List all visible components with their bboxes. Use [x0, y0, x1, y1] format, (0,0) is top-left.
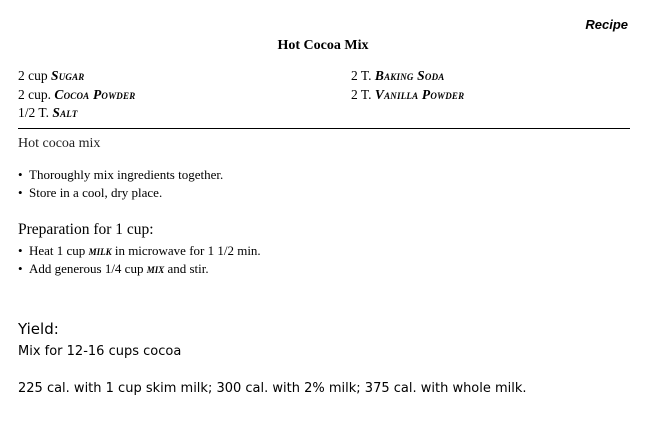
yield-text: Mix for 12-16 cups cocoa — [18, 344, 182, 359]
ingredient-name: Cocoa Powder — [54, 87, 136, 102]
ingredient-name: Salt — [52, 105, 78, 120]
recipe-description: Hot cocoa mix — [18, 136, 101, 151]
category-label: Recipe — [585, 17, 628, 32]
list-item: • Store in a cool, dry place. — [18, 185, 163, 200]
bullet-icon: • — [18, 185, 23, 200]
ingredient-name: Baking Soda — [374, 68, 445, 83]
ingredient-qty: 1/2 T. — [18, 105, 50, 120]
preparation-heading: Preparation for 1 cup: — [18, 221, 154, 238]
ingredient-name: Sugar — [51, 68, 85, 83]
mix-steps-list — [18, 166, 223, 202]
preparation-steps-list — [18, 242, 261, 278]
bullet-icon: • — [18, 261, 23, 276]
bullet-icon: • — [18, 167, 23, 182]
list-item: • Heat 1 cup milk in microwave for 1 1/2 min. — [18, 243, 261, 258]
calories-text: 225 cal. with 1 cup skim milk; 300 cal. with 2% milk; 375 cal. with whole milk. — [18, 381, 527, 396]
list-item: • Thoroughly mix ingredients together. — [18, 167, 224, 182]
recipe-title: Hot Cocoa Mix — [277, 38, 369, 53]
ingredient-qty: 2 T. — [351, 68, 372, 83]
yield-heading: Yield: — [18, 320, 59, 338]
ingredient-sugar — [18, 68, 85, 84]
ingredient-name: Vanilla Powder — [374, 87, 465, 102]
ingredient-vanilla-powder — [351, 87, 464, 103]
ingredient-baking-soda — [351, 68, 445, 84]
ingredient-salt — [18, 105, 78, 121]
ingredient-qty: 2 cup. — [18, 87, 51, 102]
list-item: • Add generous 1/4 cup mix and stir. — [18, 261, 209, 276]
section-divider — [18, 128, 630, 129]
ingredient-qty: 2 cup — [18, 68, 48, 83]
ingredient-qty: 2 T. — [351, 87, 372, 102]
bullet-icon: • — [18, 243, 23, 258]
ingredient-cocoa-powder — [18, 87, 135, 103]
